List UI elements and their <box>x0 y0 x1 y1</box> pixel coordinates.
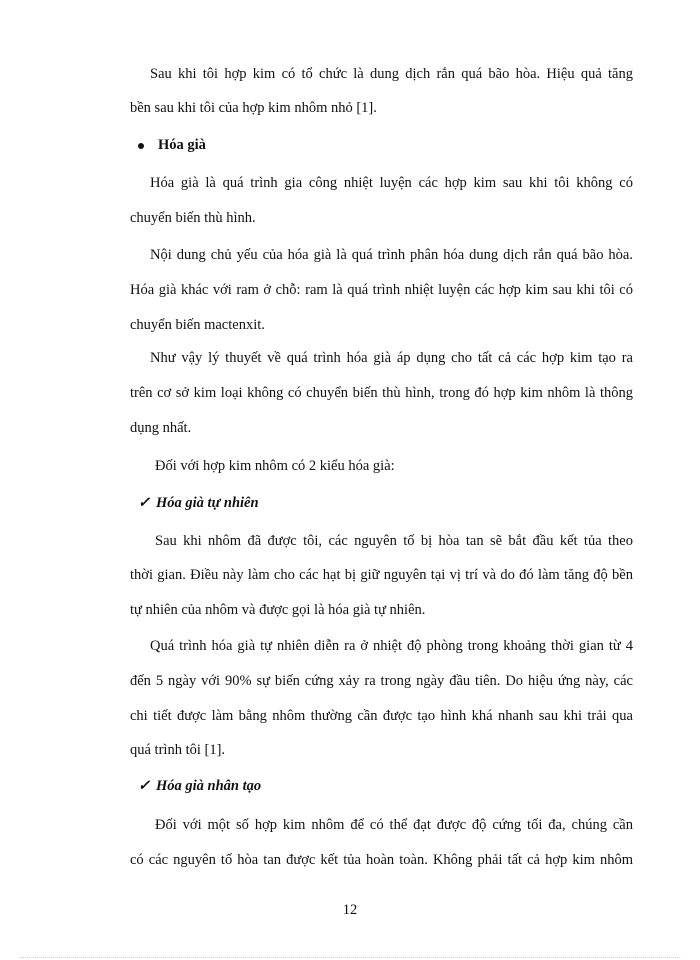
paragraph-line: đến 5 ngày với 90% sự biến cứng xảy ra trong ngày đầu tiên. Do hiệu ứng này, các <box>130 673 633 689</box>
paragraph-line: Như vậy lý thuyết về quá trình hóa già áp dụng cho tất cả các hợp kim tạo ra <box>150 350 633 366</box>
paragraph-line: dụng nhất. <box>130 420 192 436</box>
heading-text: Hóa già nhân tạo <box>156 778 262 794</box>
paragraph-line: thời gian. Điều này làm cho các hạt bị giữ nguyên tại vị trí và do đó làm tăng độ bền <box>130 567 633 583</box>
paragraph-line: Hóa già là quá trình gia công nhiệt luyện các hợp kim sau khi tôi không có <box>150 175 633 191</box>
paragraph-line: Sau khi tôi hợp kim có tổ chức là dung dịch rắn quá bão hòa. Hiệu quả tăng <box>150 66 633 82</box>
paragraph-line: Đối với một số hợp kim nhôm để có thể đạt được độ cứng tối đa, chúng cần <box>155 817 633 833</box>
check-icon: ✓ <box>138 495 151 511</box>
paragraph-line: chi tiết được làm bằng nhôm thường cần được tạo hình khá nhanh sau khi trải qua <box>130 708 633 724</box>
paragraph-line: Quá trình hóa già tự nhiên diễn ra ở nhiệt độ phòng trong khoảng thời gian từ 4 <box>150 638 633 654</box>
paragraph-line: chuyển biến thù hình. <box>130 210 256 226</box>
paragraph-line: Sau khi nhôm đã được tôi, các nguyên tố bị hòa tan sẽ bắt đầu kết tủa theo <box>155 533 633 549</box>
paragraph-line: chuyển biến mactenxit. <box>130 317 265 333</box>
paragraph-line: trên cơ sở kim loại không có chuyển biến thù hình, trong đó hợp kim nhôm là thông <box>130 385 633 401</box>
heading-text: Hóa già tự nhiên <box>156 495 259 511</box>
paragraph-line: Hóa già khác với ram ở chỗ: ram là quá trình nhiệt luyện các hợp kim sau khi tôi có <box>130 282 633 298</box>
paragraph-line: bền sau khi tôi của hợp kim nhôm nhỏ [1]. <box>130 100 377 116</box>
page-boundary-divider <box>20 957 680 958</box>
heading-hoa-gia-nhan-tao <box>138 776 641 796</box>
heading-hoa-gia <box>138 135 641 155</box>
paragraph-line: tự nhiên của nhôm và được gọi là hóa già tự nhiên. <box>130 602 426 618</box>
paragraph-line: Nội dung chủ yếu của hóa già là quá trình phân hóa dung dịch rắn quá bão hòa. <box>150 247 633 263</box>
heading-hoa-gia-tu-nhien <box>138 493 641 513</box>
page-number: 12 <box>342 902 358 918</box>
check-icon: ✓ <box>138 778 151 794</box>
heading-text: Hóa già <box>158 137 206 153</box>
paragraph-line: có các nguyên tố hòa tan được kết tủa hoàn toàn. Không phải tất cả hợp kim nhôm <box>130 852 633 868</box>
bullet-icon <box>138 143 144 149</box>
paragraph-line: quá trình tôi [1]. <box>130 742 226 758</box>
paragraph-line: Đối với hợp kim nhôm có 2 kiểu hóa già: <box>155 458 395 474</box>
